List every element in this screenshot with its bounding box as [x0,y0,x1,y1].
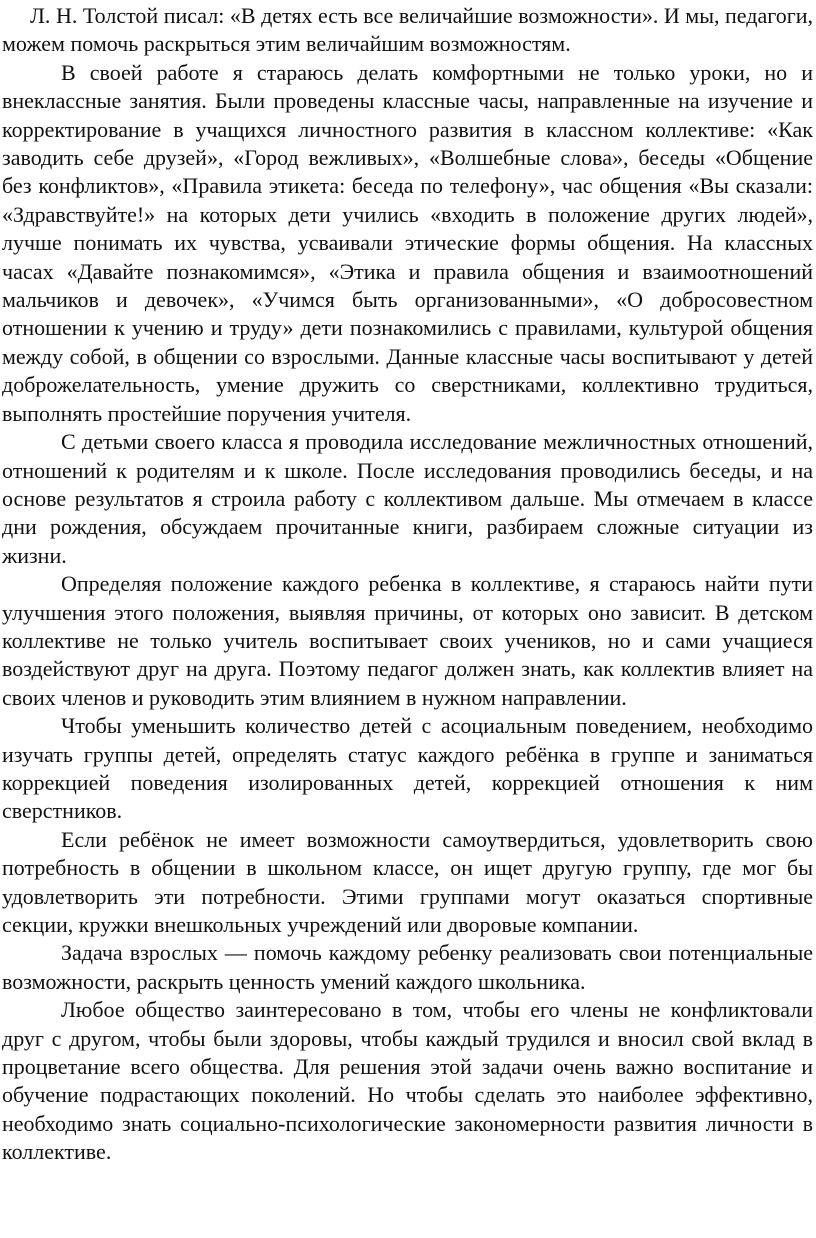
paragraph-asocial-behavior: Чтобы уменьшить количество детей с асоциальным поведением, необходимо изучать группы детей, определять статус каждого ребёнка в группе и заниматься коррекцией поведения изолированных детей, коррекцией отношения к ним сверстников. [2,713,813,824]
paragraph-child-position: Определяя положение каждого ребенка в коллективе, я стараюсь найти пути улучшения этого положения, выявляя причины, от которых оно зависит. В детском коллективе не только учитель воспитывает своих учеников, но и сами учащиеся воздействуют друг на друга. Поэтому педагог должен знать, как коллектив влияет на своих членов и руководить этим влиянием в нужном направлении. [2,571,813,710]
paragraph-tolstoy-quote: Л. Н. Толстой писал: «В детях есть все величайшие возможности». И мы, педагоги, можем помочь раскрыться этим величайшим возможностям. [2,3,813,57]
paragraph-self-affirmation: Если ребёнок не имеет возможности самоутвердиться, удовлетворить свою потребность в общении в школьном классе, он ищет другую группу, где мог бы удовлетворить эти потребности. Этими группами могут оказаться спортивные секции, кружки внешкольных учреждений или дворовые компании. [2,826,813,937]
paragraph-research: С детьми своего класса я проводила исследование межличностных отношений, отношений к родителям и к школе. После исследования проводились беседы, и на основе результатов я строила работу с коллективом дальше. Мы отмечаем в классе дни рождения, обсуждаем прочитанные книги, разбираем сложные ситуации из жизни. [2,429,813,568]
paragraph-adult-task: Задача взрослых — помочь каждому ребенку реализовать свои потенциальные возможности, раскрыть ценность умений каждого школьника. [2,940,813,994]
paragraph-class-hours: В своей работе я стараюсь делать комфортными не только уроки, но и внеклассные занятия. Были проведены классные часы, направленные на изучение и корректирование в учащихся личностного развития в классном коллективе: «Как заводить себе друзей», «Город вежливых», «Волшебные слова», беседы «Общение без конфликтов», «Правила этикета: беседа по телефону», час общения «Вы сказали: «Здравствуйте!» на которых дети учились «входить в положение других людей», лучше понимать их чувства, усваивали этические формы общения. На классных часах «Давайте познакомимся», «Этика и правила общения и взаимоотношений мальчиков и девочек», «Учимся быть организованными», «О добросовестном отношении к учению и труду» дети познакомились с правилами, культурой общения между собой, в общении со взрослыми. Данные классные часы воспитывают у детей доброжелательность, умение дружить со сверстниками, коллективно трудиться, выполнять простейшие поручения учителя. [2,59,813,426]
paragraph-society: Любое общество заинтересовано в том, чтобы его члены не конфликтовали друг с другом, чтобы были здоровы, чтобы каждый трудился и вносил свой вклад в процветание всего общества. Для решения этой задачи очень важно воспитание и обучение подрастающих поколений. Но чтобы сделать это наиболее эффективно, необходимо знать социально-психологические закономерности развития личности в коллективе. [2,997,813,1165]
